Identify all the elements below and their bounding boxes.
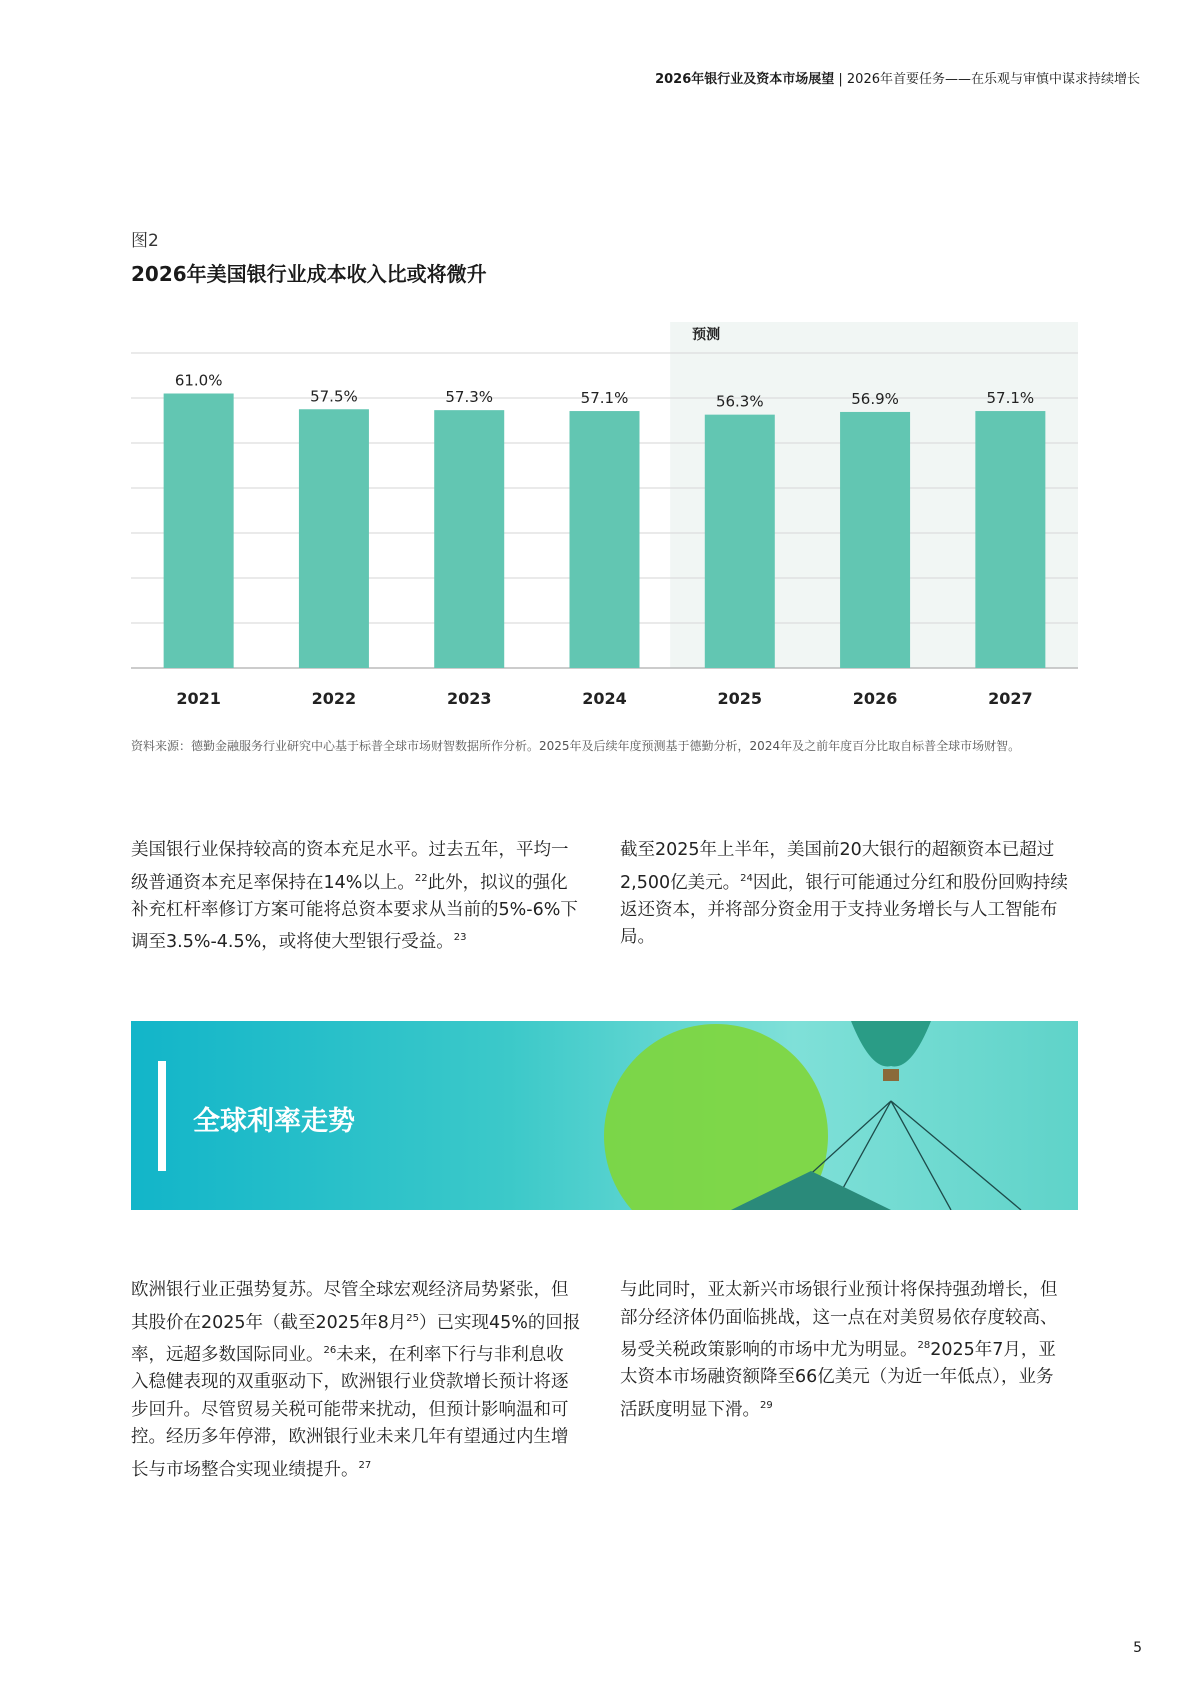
paragraph-apac: 与此同时，亚太新兴市场银行业预计将保持强劲增长，但部分经济体仍面临挑战，这一点在对美贸易依存度较高、易受关税政策影响的市场中尤为明显。$^{28}$2025年7月，亚太资本市场融资额降至66亿美元（为近一年低点），业务活跃度明显下滑。$^{29}$ — [620, 1280, 1058, 1420]
figure-label: 图2 — [131, 231, 159, 251]
x-tick-label: 2022 — [311, 689, 357, 708]
forecast-label: 预测 — [692, 327, 721, 343]
data-label: 61.0% — [174, 371, 223, 390]
bar-2023 — [434, 410, 504, 668]
paragraph-us-capital: 美国银行业保持较高的资本充足水平。过去五年，平均一级普通资本充足率保持在14%以上。$^{22}$此外，拟议的强化补充杠杆率修订方案可能将总资本要求从当前的5%-6%下调至3.5%-4.5%，或将使大型银行受益。$^{23}$ — [131, 840, 578, 953]
data-label: 56.3% — [715, 392, 764, 411]
chart-source: 资料来源：德勤金融服务行业研究中心基于标普全球市场财智数据所作分析。2025年及后续年度预测基于德勤分析，2024年及之前年度百分比取自标普全球市场财智。 — [131, 739, 1021, 753]
bar-2026 — [840, 412, 910, 668]
data-label: 57.1% — [986, 389, 1035, 408]
paragraph-excess-capital: 截至2025年上半年，美国前20大银行的超额资本已超过2,500亿美元。$^{24}$因此，银行可能通过分红和股份回购持续返还资本，并将部分资金用于支持业务增长与人工智能布局。 — [620, 840, 1068, 948]
x-tick-label: 2026 — [852, 689, 898, 708]
data-label: 56.9% — [851, 389, 899, 408]
x-tick-label: 2021 — [176, 689, 221, 708]
data-label: 57.1% — [580, 389, 629, 408]
x-tick-label: 2025 — [717, 689, 763, 708]
x-tick-label: 2023 — [446, 689, 492, 708]
bar-2021 — [164, 394, 234, 669]
report-title: 2026年银行业及资本市场展望 — [655, 72, 835, 87]
x-tick-label: 2024 — [582, 689, 627, 708]
bar-chart — [0, 0, 1200, 720]
bar-2027 — [975, 411, 1045, 668]
bar-2024 — [570, 411, 640, 668]
section-title: 2026年首要任务——在乐观与审慎中谋求持续增长 — [846, 72, 1140, 87]
bar-2025 — [705, 415, 775, 668]
figure-title: 2026年美国银行业成本收入比或将微升 — [131, 262, 487, 286]
accent-bar — [158, 1061, 166, 1171]
banner-title: 全球利率走势 — [193, 1106, 355, 1137]
running-header: 2026年银行业及资本市场展望 | 2026年首要任务——在乐观与审慎中谋求持续增长 — [655, 72, 1140, 87]
paragraph-europe: 欧洲银行业正强势复苏。尽管全球宏观经济局势紧张，但其股价在2025年（截至2025年8月$^{25}$）已实现45%的回报率，远超多数国际同业。$^{26}$未来，在利率下行与非利息收入稳健表现的双重驱动下，欧洲银行业贷款增长预计将逐步回升。尽管贸易关税可能带来扰动，但预计影响温和可控。经历多年停滞，欧洲银行业未来几年有望通过内生增长与市场整合实现业绩提升。$^{27}$ — [131, 1280, 581, 1480]
data-label: 57.3% — [445, 388, 494, 407]
data-label: 57.5% — [310, 387, 358, 406]
x-tick-label: 2027 — [988, 689, 1033, 708]
page-number: 5 — [1133, 1640, 1142, 1656]
bar-2022 — [299, 409, 369, 668]
section-banner — [131, 1021, 1078, 1210]
